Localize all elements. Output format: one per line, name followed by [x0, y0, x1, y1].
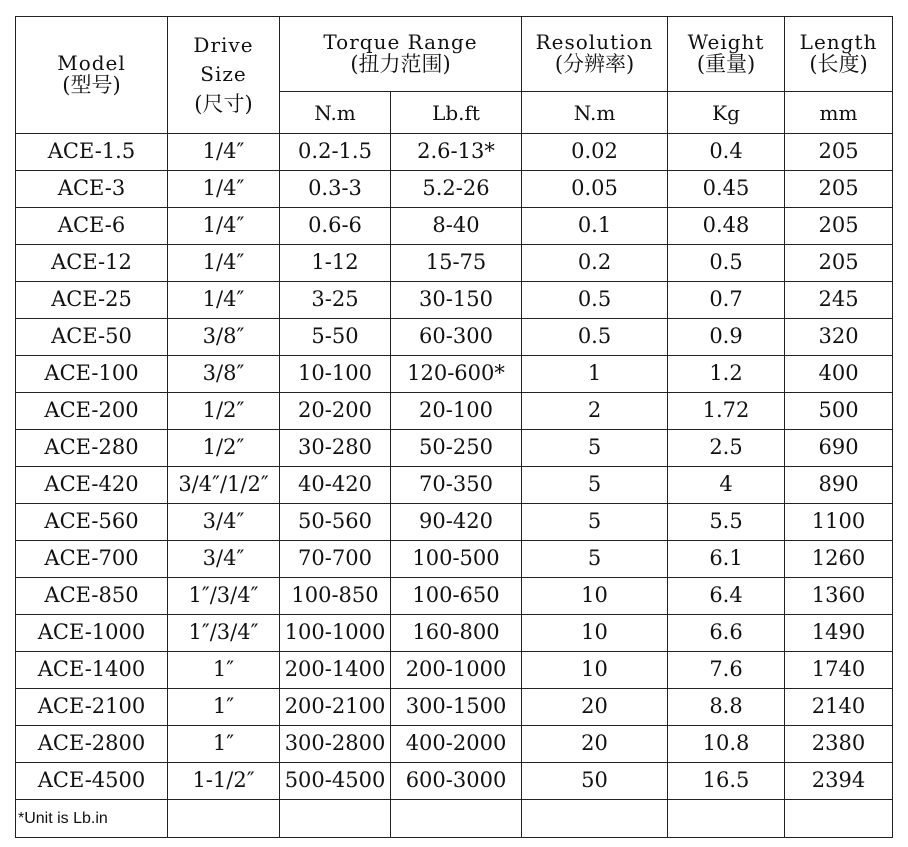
resolution-cell: 1	[522, 356, 668, 393]
weight-cell: 0.45	[668, 171, 785, 208]
weight-unit: Kg	[668, 92, 785, 134]
weight-cell: 5.5	[668, 504, 785, 541]
torque-lbft-cell: 100-650	[391, 578, 522, 615]
torque-nm-cell: 40-420	[280, 467, 391, 504]
table-row	[16, 578, 893, 615]
table-row	[16, 171, 893, 208]
torque-nm-cell: 100-1000	[280, 615, 391, 652]
table-row	[16, 726, 893, 763]
model-cell: ACE-2100	[16, 689, 168, 726]
empty-cell	[280, 800, 391, 838]
table-row	[16, 504, 893, 541]
length-cell: 205	[785, 245, 893, 282]
model-cell: ACE-12	[16, 245, 168, 282]
drive-size-cell: 1″/3/4″	[168, 578, 280, 615]
model-header-zh: (型号)	[62, 73, 121, 98]
table-row	[16, 467, 893, 504]
length-cell: 690	[785, 430, 893, 467]
weight-cell: 6.4	[668, 578, 785, 615]
weight-cell: 8.8	[668, 689, 785, 726]
drive-size-cell: 3/4″/1/2″	[168, 467, 280, 504]
resolution-header-en: Resolution	[535, 30, 654, 55]
torque-lbft-cell: 120-600*	[391, 356, 522, 393]
length-cell: 400	[785, 356, 893, 393]
torque-nm-cell: 0.2-1.5	[280, 134, 391, 171]
table-row	[16, 430, 893, 467]
weight-header	[668, 17, 785, 92]
resolution-header	[522, 17, 668, 92]
drive-size-cell: 1/4″	[168, 134, 280, 171]
empty-cell	[785, 800, 893, 838]
model-cell: ACE-1.5	[16, 134, 168, 171]
length-cell: 205	[785, 171, 893, 208]
table-row	[16, 541, 893, 578]
torque-lbft-cell: 600-3000	[391, 763, 522, 800]
drive-size-cell: 1/4″	[168, 208, 280, 245]
length-header-zh: (长度)	[809, 52, 868, 77]
table-row	[16, 245, 893, 282]
resolution-cell: 2	[522, 393, 668, 430]
torque-spec-table	[15, 16, 893, 838]
length-cell: 205	[785, 208, 893, 245]
length-cell: 2394	[785, 763, 893, 800]
length-cell: 1740	[785, 652, 893, 689]
weight-cell: 1.2	[668, 356, 785, 393]
table-row	[16, 689, 893, 726]
model-cell: ACE-1000	[16, 615, 168, 652]
drive-size-cell: 1″	[168, 689, 280, 726]
resolution-cell: 10	[522, 652, 668, 689]
header-row	[16, 17, 893, 92]
length-cell: 1360	[785, 578, 893, 615]
torque-nm-cell: 0.3-3	[280, 171, 391, 208]
drive-size-cell: 1/4″	[168, 282, 280, 319]
drive-size-header	[168, 17, 280, 134]
weight-cell: 16.5	[668, 763, 785, 800]
drive-size-cell: 1″/3/4″	[168, 615, 280, 652]
resolution-cell: 5	[522, 467, 668, 504]
weight-header-en: Weight	[687, 30, 765, 55]
empty-cell	[168, 800, 280, 838]
torque-lbft-cell: 50-250	[391, 430, 522, 467]
torque-nm-cell: 10-100	[280, 356, 391, 393]
torque-lbft-cell: 20-100	[391, 393, 522, 430]
weight-cell: 0.5	[668, 245, 785, 282]
resolution-cell: 0.02	[522, 134, 668, 171]
drive-size-cell: 1″	[168, 726, 280, 763]
torque-lbft-cell: 15-75	[391, 245, 522, 282]
resolution-cell: 0.1	[522, 208, 668, 245]
drive-size-cell: 1-1/2″	[168, 763, 280, 800]
weight-cell: 0.48	[668, 208, 785, 245]
footnote-row	[16, 800, 893, 838]
torque-lbft-cell: 160-800	[391, 615, 522, 652]
length-cell: 500	[785, 393, 893, 430]
table-row	[16, 208, 893, 245]
torque-nm-cell: 200-2100	[280, 689, 391, 726]
weight-cell: 10.8	[668, 726, 785, 763]
torque-nm-cell: 20-200	[280, 393, 391, 430]
drive-size-cell: 1/4″	[168, 171, 280, 208]
drive-size-cell: 1″	[168, 652, 280, 689]
length-cell: 2380	[785, 726, 893, 763]
drive-header-en2: Size	[200, 61, 247, 86]
empty-cell	[668, 800, 785, 838]
weight-cell: 7.6	[668, 652, 785, 689]
length-header	[785, 17, 893, 92]
model-cell: ACE-850	[16, 578, 168, 615]
drive-size-cell: 3/8″	[168, 356, 280, 393]
model-header	[16, 17, 168, 134]
torque-nm-cell: 1-12	[280, 245, 391, 282]
model-cell: ACE-280	[16, 430, 168, 467]
model-cell: ACE-3	[16, 171, 168, 208]
torque-lbft-cell: 5.2-26	[391, 171, 522, 208]
resolution-cell: 5	[522, 504, 668, 541]
drive-size-cell: 1/2″	[168, 430, 280, 467]
length-unit: mm	[785, 92, 893, 134]
torque-lbft-cell: 200-1000	[391, 652, 522, 689]
torque-nm-unit: N.m	[280, 92, 391, 134]
length-cell: 1260	[785, 541, 893, 578]
model-cell: ACE-560	[16, 504, 168, 541]
drive-size-cell: 1/4″	[168, 245, 280, 282]
model-cell: ACE-420	[16, 467, 168, 504]
length-cell: 890	[785, 467, 893, 504]
length-cell: 320	[785, 319, 893, 356]
torque-lbft-cell: 90-420	[391, 504, 522, 541]
model-cell: ACE-50	[16, 319, 168, 356]
torque-range-header	[280, 17, 522, 92]
resolution-header-zh: (分辨率)	[554, 52, 635, 77]
torque-lbft-cell: 300-1500	[391, 689, 522, 726]
weight-cell: 0.4	[668, 134, 785, 171]
weight-cell: 2.5	[668, 430, 785, 467]
weight-cell: 0.7	[668, 282, 785, 319]
resolution-cell: 5	[522, 541, 668, 578]
length-cell: 205	[785, 134, 893, 171]
torque-lbft-cell: 2.6-13*	[391, 134, 522, 171]
resolution-cell: 0.05	[522, 171, 668, 208]
resolution-cell: 10	[522, 578, 668, 615]
torque-nm-cell: 100-850	[280, 578, 391, 615]
torque-nm-cell: 200-1400	[280, 652, 391, 689]
model-cell: ACE-4500	[16, 763, 168, 800]
weight-cell: 6.6	[668, 615, 785, 652]
drive-size-cell: 3/4″	[168, 541, 280, 578]
torque-nm-cell: 5-50	[280, 319, 391, 356]
table-row	[16, 319, 893, 356]
empty-cell	[522, 800, 668, 838]
drive-header-en1: Drive	[193, 32, 254, 57]
torque-nm-cell: 30-280	[280, 430, 391, 467]
resolution-cell: 5	[522, 430, 668, 467]
resolution-cell: 0.2	[522, 245, 668, 282]
model-cell: ACE-25	[16, 282, 168, 319]
torque-nm-cell: 300-2800	[280, 726, 391, 763]
torque-nm-cell: 500-4500	[280, 763, 391, 800]
table-row	[16, 356, 893, 393]
table-row	[16, 282, 893, 319]
resolution-cell: 0.5	[522, 319, 668, 356]
weight-cell: 1.72	[668, 393, 785, 430]
torque-nm-cell: 50-560	[280, 504, 391, 541]
footnote: *Unit is Lb.in	[16, 800, 168, 838]
table-row	[16, 615, 893, 652]
table-row	[16, 652, 893, 689]
length-cell: 1490	[785, 615, 893, 652]
torque-nm-cell: 0.6-6	[280, 208, 391, 245]
resolution-cell: 10	[522, 615, 668, 652]
resolution-cell: 0.5	[522, 282, 668, 319]
torque-lbft-cell: 60-300	[391, 319, 522, 356]
model-cell: ACE-2800	[16, 726, 168, 763]
weight-cell: 0.9	[668, 319, 785, 356]
torque-lbft-cell: 70-350	[391, 467, 522, 504]
resolution-cell: 50	[522, 763, 668, 800]
torque-nm-cell: 3-25	[280, 282, 391, 319]
drive-header-zh: (尺寸)	[194, 91, 253, 116]
model-cell: ACE-1400	[16, 652, 168, 689]
weight-cell: 4	[668, 467, 785, 504]
table-row	[16, 393, 893, 430]
length-cell: 245	[785, 282, 893, 319]
weight-cell: 6.1	[668, 541, 785, 578]
drive-size-cell: 3/4″	[168, 504, 280, 541]
table-row	[16, 134, 893, 171]
torque-lbft-cell: 100-500	[391, 541, 522, 578]
table-body	[16, 17, 893, 838]
resolution-unit: N.m	[522, 92, 668, 134]
empty-cell	[391, 800, 522, 838]
model-cell: ACE-6	[16, 208, 168, 245]
torque-lbft-cell: 400-2000	[391, 726, 522, 763]
length-header-en: Length	[799, 30, 878, 55]
torque-lbft-cell: 30-150	[391, 282, 522, 319]
resolution-cell: 20	[522, 726, 668, 763]
drive-size-cell: 3/8″	[168, 319, 280, 356]
torque-nm-cell: 70-700	[280, 541, 391, 578]
resolution-cell: 20	[522, 689, 668, 726]
torque-lbft-cell: 8-40	[391, 208, 522, 245]
torque-header-zh: (扭力范围)	[350, 52, 451, 77]
drive-size-cell: 1/2″	[168, 393, 280, 430]
model-header-en: Model	[57, 51, 126, 76]
table-row	[16, 763, 893, 800]
model-cell: ACE-100	[16, 356, 168, 393]
model-cell: ACE-700	[16, 541, 168, 578]
torque-header-en: Torque Range	[323, 30, 478, 55]
length-cell: 2140	[785, 689, 893, 726]
torque-lbft-unit: Lb.ft	[391, 92, 522, 134]
weight-header-zh: (重量)	[696, 52, 756, 77]
model-cell: ACE-200	[16, 393, 168, 430]
length-cell: 1100	[785, 504, 893, 541]
